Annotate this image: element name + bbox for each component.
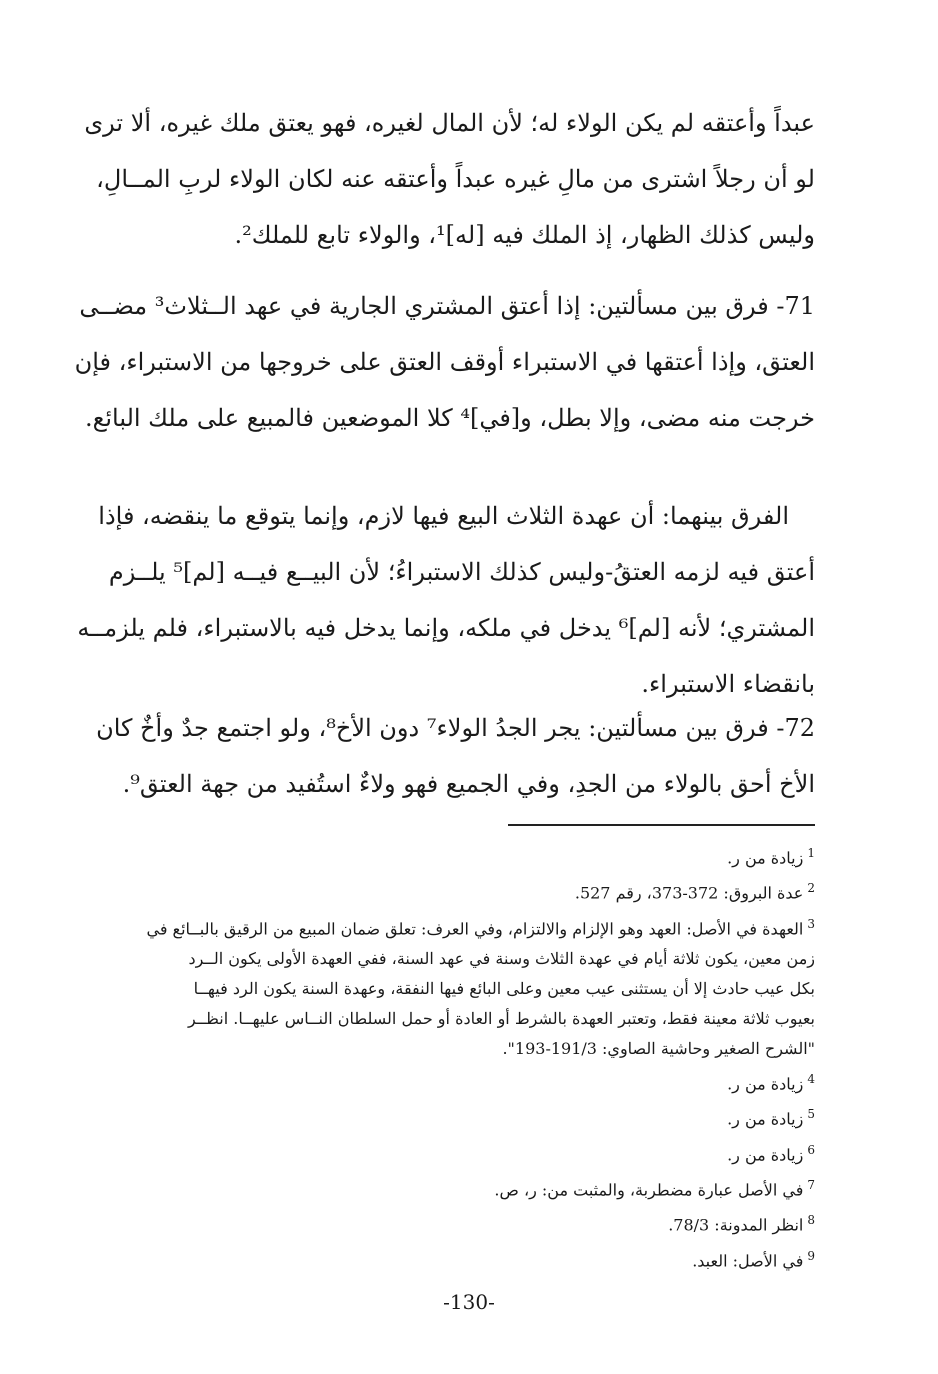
text-line: العتق، وإذا أعتقها في الاستبراء أوقف العتق على خروجها من الاستبراء، فإن [74,348,815,376]
text-line: 72- فرق بين مسألتين: يجر الجدُ الولاء⁷ دون الأخ⁸، ولو اجتمع جدٌ وأخٌ كان [96,714,815,742]
footnote-3-cont [100,1004,815,1034]
footnote-number: 1 [807,846,815,860]
footnote-number: 2 [807,881,815,896]
footnote-text: انظر المدونة: 78/3. [668,1215,804,1235]
footnote-text: بكل عيب حادث إلا أن يستثنى عيب معين وعلى البائع فيها النفقة، وعهدة السنة يكون الرد فيهــا [193,978,815,998]
footnote-5 [100,1099,815,1134]
footnote-9 [100,1241,815,1276]
footnote-2 [100,873,815,908]
text-line: عبداً وأعتقه لم يكن الولاء له؛ لأن المال لغيره، فهو يعتق ملك غيره، ألا ترى [84,109,815,137]
text-line: 71- فرق بين مسألتين: إذا أعتق المشتري الجارية في عهد الــثلاث³ مضــى [79,292,815,320]
footnote-1 [100,838,815,873]
footnote-text: "الشرح الصغير وحاشية الصاوي: 191/3-193". [502,1038,815,1058]
text-line: الأخ أحق بالولاء من الجدِ، وفي الجميع فهو ولاءٌ استُفيد من جهة العتق⁹. [122,770,815,798]
footnote-number: 3 [807,916,815,931]
footnote-3-cont [100,974,815,1004]
footnote-text: العهدة في الأصل: العهد وهو الإلزام والالتزام، وفي العرف: تعلق ضمان المبيع من الرقيق بالبــائع في [146,918,804,938]
paragraph-continuation [84,95,815,263]
footnote-text: زيادة من ر. [727,1109,804,1129]
paragraph-72 [96,700,815,812]
footnote-separator [508,824,815,826]
paragraph-71 [74,278,815,446]
footnote-text: في الأصل: العبد. [692,1250,804,1270]
footnote-6 [100,1135,815,1170]
text-line: المشتري؛ لأنه [لم]⁶ يدخل في ملكه، وإنما يدخل فيه بالاستبراء، فلم يلزمــه [77,614,815,642]
text-line: بانقضاء الاستبراء. [641,670,815,698]
paragraph-difference [77,488,815,712]
footnote-3 [100,909,815,944]
footnote-text: بعيوب ثلاثة معينة فقط، وتعتبر العهدة بالشرط أو العادة أو حمل السلطان النــاس عليهــا. انظــر [187,1008,815,1028]
text-line: وليس كذلك الظهار، إذ الملك فيه [له]¹، والولاء تابع للملك². [234,221,815,249]
footnote-4 [100,1064,815,1099]
text-line: لو أن رجلاً اشترى من مالِ غيره عبداً وأعتقه عنه لكان الولاء لربِ المــالِ، [96,165,815,193]
footnote-text: في الأصل عبارة مضطربة، والمثبت من: ر، ص. [494,1180,804,1200]
footnote-text: زيادة من ر. [727,1074,804,1094]
footnote-text: زمن معين، يكون ثلاثة أيام في عهدة الثلاث وسنة في عهد السنة، ففي العهدة الأولى يكون الــرد [188,948,815,968]
footnote-7 [100,1170,815,1205]
footnote-number: 9 [807,1248,815,1263]
footnote-number: 4 [807,1071,815,1086]
footnote-8 [100,1205,815,1240]
footnote-number: 7 [807,1177,815,1192]
footnote-text: زيادة من ر. [727,1144,804,1164]
footnote-3-cont [100,944,815,974]
footnote-text: زيادة من ر. [727,848,804,868]
page-number: -130- [443,1290,495,1314]
footnote-number: 5 [807,1107,815,1122]
footnote-text: عدة البروق: 372-373، رقم 527. [574,883,804,903]
footnote-number: 6 [807,1142,815,1157]
text-line: أعتق فيه لزمه العتقُ-وليس كذلك الاستبراءُ؛ لأن البيــع فيــه [لم]⁵ يلــزم [108,558,815,586]
text-line: الفرق بينهما: أن عهدة الثلاث البيع فيها لازم، وإنما يتوقع ما ينقضه، فإذا [98,502,789,530]
footnotes [100,838,815,1276]
text-line: خرجت منه مضى، وإلا بطل، و[في]⁴ كلا الموضعين فالمبيع على ملك البائع. [84,404,815,432]
footnote-number: 8 [807,1213,815,1228]
footnote-3-cont [100,1034,815,1064]
